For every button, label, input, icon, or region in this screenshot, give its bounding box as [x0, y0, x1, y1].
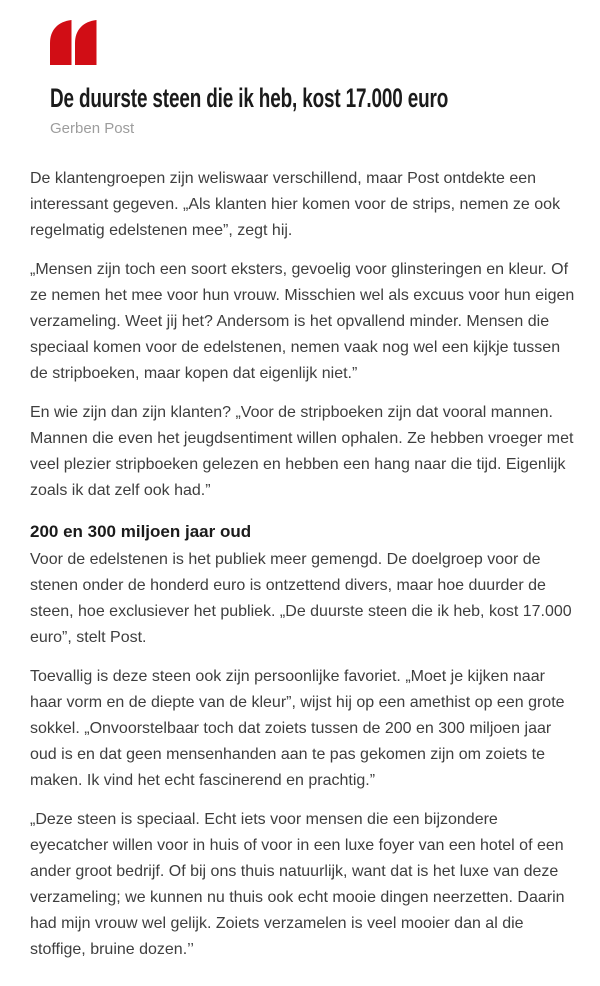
paragraph-klanten: En wie zijn dan zijn klanten? „Voor de stripboeken zijn dat vooral mannen. Mannen die even het jeugdsentiment willen ophalen. Ze hebben vroeger met veel plezier stripboeken gelezen en hebben een hang naar die tijd. Eigenlijk zoals ik dat zelf ook had.” [30, 404, 574, 499]
paragraph-publiek: Voor de edelstenen is het publiek meer gemengd. De doelgroep voor de stenen onder de honderd euro is ontzettend divers, maar hoe duurder de steen, hoe exclusiever het publiek. „De duurste steen die ik heb, kost 17.000 euro”, stelt Post. [30, 551, 572, 646]
paragraph-favoriet: Toevallig is deze steen ook zijn persoonlijke favoriet. „Moet je kijken naar haar vorm en de diepte van de kleur”, wijst hij op een amethist op een grote sokkel. „Onvoorstelbaar toch dat zoiets tussen de 200 en 300 miljoen jaar oud is en dat geen mensenhanden aan te pas gekomen zijn om zoiets te maken. Ik vind het echt fascinerend en prachtig.” [30, 668, 565, 789]
article-body [30, 166, 578, 963]
article-author: Gerben Post [50, 120, 135, 137]
paragraph-quote-eksters: „Mensen zijn toch een soort eksters, gevoelig voor glinsteringen en kleur. Of ze nemen het mee voor hun vrouw. Misschien wel als excuus voor hun eigen verzameling. Weet jij het? Andersom is het opvallend minder. Mensen die speciaal komen voor de edelstenen, nemen vaak nog wel een kijkje tussen de stripboeken, maar kopen dat eigenlijk niet.” [30, 261, 575, 382]
section-subheading: 200 en 300 miljoen jaar oud [30, 522, 252, 541]
paragraph-intro: De klantengroepen zijn weliswaar verschillend, maar Post ontdekte een interessant gegeven. „Als klanten hier komen voor de strips, nemen ze ook regelmatig edelstenen mee”, zegt hij. [30, 170, 561, 239]
double-quote-icon [50, 20, 97, 65]
article-title: De duurste steen die ik heb, kost 17.000 euro [50, 83, 449, 113]
article-header [30, 20, 578, 139]
paragraph-speciaal: „Deze steen is speciaal. Echt iets voor mensen die een bijzondere eyecatcher willen voor in huis of voor in een luxe foyer van een hotel of een ander groot bedrijf. Of bij ons thuis natuurlijk, want dat is het luxe van deze verzameling; we kunnen nu thuis ook echt mooie dingen neerzetten. Daarin had mijn vrouw wel gelijk. Zoiets verzamelen is veel mooier dan al die stoffige, bruine dozen.’’ [30, 811, 565, 958]
